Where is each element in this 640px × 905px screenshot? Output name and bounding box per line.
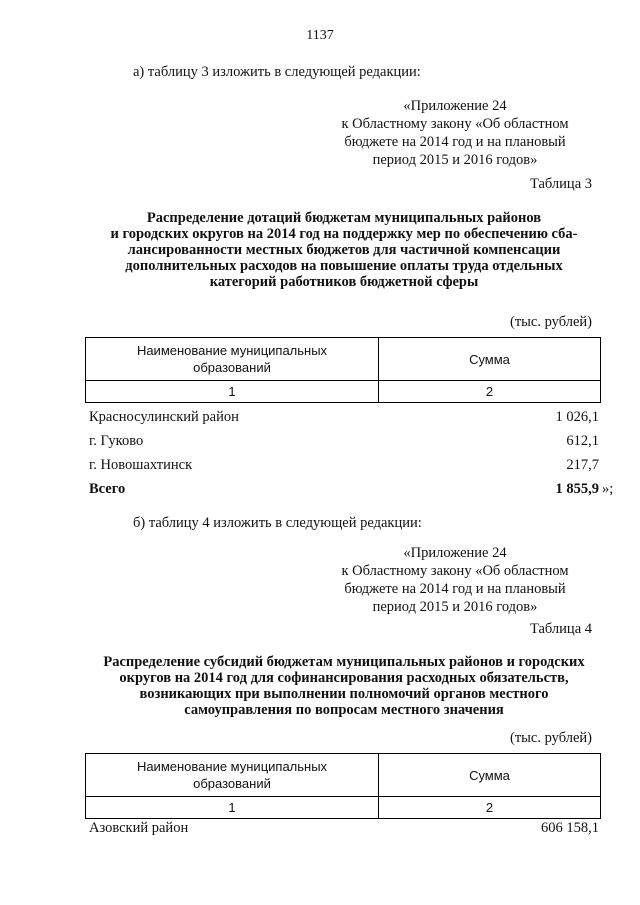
header-num-2: 2 <box>379 381 601 403</box>
row-name: г. Гуково <box>89 433 144 449</box>
appendix-line: «Приложение 24 <box>403 98 507 114</box>
section-a-appendix <box>320 97 590 169</box>
header-col-name <box>86 754 379 797</box>
title-line: дополнительных расходов на повышение оплаты труда отдельных <box>125 258 563 274</box>
appendix-line: период 2015 и 2016 годов» <box>372 152 538 168</box>
table-4-header <box>85 753 601 819</box>
appendix-line: бюджете на 2014 год и на плановый <box>344 581 566 597</box>
title-line: Распределение дотаций бюджетам муниципальных районов <box>146 210 542 226</box>
row-value: 217,7 <box>566 457 599 473</box>
header-col-name-line2: образований <box>193 776 271 791</box>
table-3-unit: (тыс. рублей) <box>510 314 592 330</box>
title-line: и городских округов на 2014 год на поддержку мер по обеспечению сба- <box>110 226 578 242</box>
title-line: категорий работников бюджетной сферы <box>209 274 479 290</box>
table-4-title <box>88 654 600 718</box>
header-col-sum: Сумма <box>379 754 601 797</box>
title-line: Распределение субсидий бюджетам муниципальных районов и городских <box>103 654 585 670</box>
total-label: Всего <box>89 481 126 497</box>
header-col-name-line2: образований <box>193 360 271 375</box>
table-4-unit: (тыс. рублей) <box>510 730 592 746</box>
header-col-name-line1: Наименование муниципальных <box>136 343 328 358</box>
row-name: г. Новошахтинск <box>89 457 193 473</box>
header-num-2: 2 <box>379 797 601 819</box>
header-col-name-line1: Наименование муниципальных <box>136 759 328 774</box>
appendix-line: к Областному закону «Об областном <box>341 116 569 132</box>
row-value: 606 158,1 <box>541 820 599 836</box>
appendix-line: бюджете на 2014 год и на плановый <box>344 134 566 150</box>
title-line: лансированности местных бюджетов для частичной компенсации <box>127 242 561 258</box>
section-b-intro: б) таблицу 4 изложить в следующей редакции: <box>133 515 422 531</box>
title-line: возникающих при выполнении полномочий органов местного <box>139 686 549 702</box>
table-4-label: Таблица 4 <box>529 621 592 637</box>
table-3-label: Таблица 3 <box>529 176 592 192</box>
section-a-intro: а) таблицу 3 изложить в следующей редакции: <box>133 64 421 80</box>
row-value: 612,1 <box>566 433 599 449</box>
header-col-sum: Сумма <box>379 338 601 381</box>
row-name: Красносулинский район <box>89 409 239 425</box>
title-line: округов на 2014 год для софинансирования расходных обязательств, <box>119 670 569 686</box>
appendix-line: к Областному закону «Об областном <box>341 563 569 579</box>
appendix-line: «Приложение 24 <box>403 545 507 561</box>
total-value: 1 855,9 <box>555 481 599 497</box>
page-number: 1137 <box>306 28 334 43</box>
header-num-1: 1 <box>86 797 379 819</box>
title-line: самоуправления по вопросам местного значения <box>184 702 504 718</box>
header-col-name <box>86 338 379 381</box>
table-3-title <box>88 210 600 290</box>
header-num-1: 1 <box>86 381 379 403</box>
section-b-appendix <box>320 544 590 616</box>
appendix-line: период 2015 и 2016 годов» <box>372 599 538 615</box>
table-3-header <box>85 337 601 403</box>
closing-quote: »; <box>602 481 614 497</box>
row-name: Азовский район <box>89 820 189 836</box>
row-value: 1 026,1 <box>555 409 599 425</box>
